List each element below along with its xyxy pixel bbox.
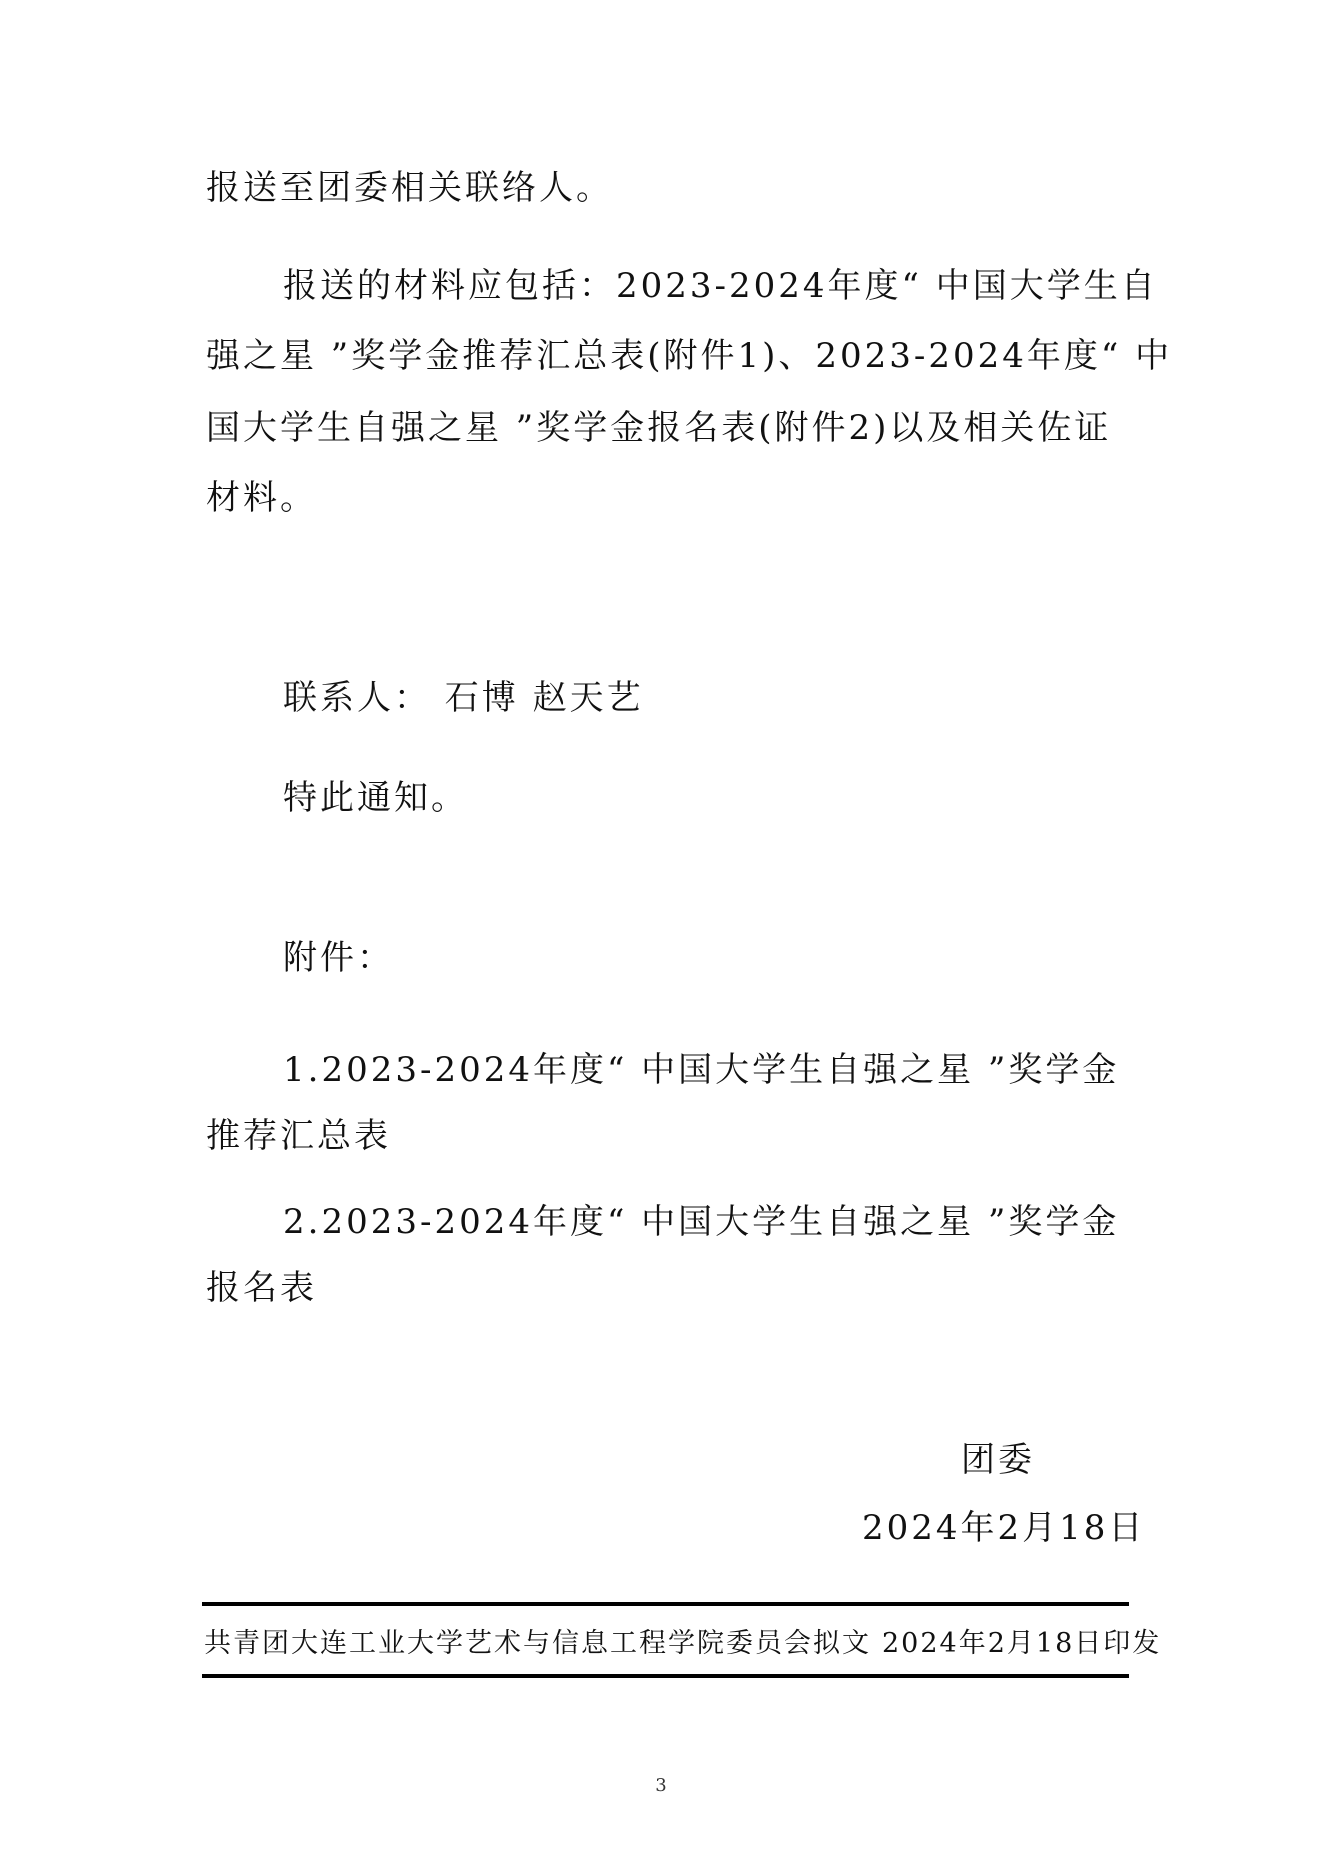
body-line: 报送至团委相关联络人。 — [206, 168, 613, 208]
notice-line: 特此通知。 — [283, 778, 468, 818]
footer-issuer: 共青团大连工业大学艺术与信息工程学院委员会拟文 — [204, 1628, 871, 1659]
footer-print-date: 2024年2月18日印发 — [882, 1628, 1162, 1659]
attachment-item: 1.2023-2024年度“ 中国大学生自强之星 ”奖学金 — [283, 1050, 1120, 1090]
body-line: 报送的材料应包括：2023-2024年度“ 中国大学生自 — [283, 266, 1158, 306]
page-number: 3 — [655, 1775, 667, 1796]
body-line: 强之星 ”奖学金推荐汇总表(附件1)、2023-2024年度“ 中 — [206, 336, 1173, 376]
attachment-item: 推荐汇总表 — [206, 1116, 391, 1156]
attachment-item: 2.2023-2024年度“ 中国大学生自强之星 ”奖学金 — [283, 1202, 1120, 1242]
attachment-item: 报名表 — [206, 1268, 317, 1308]
footer-bottom-rule — [202, 1674, 1129, 1678]
attachments-label: 附件： — [283, 938, 394, 978]
contact-line: 联系人： 石博 赵天艺 — [283, 678, 644, 718]
signature-org: 团委 — [961, 1440, 1035, 1480]
body-line: 国大学生自强之星 ”奖学金报名表(附件2)以及相关佐证 — [206, 408, 1112, 448]
body-line: 材料。 — [206, 478, 317, 518]
signature-date: 2024年2月18日 — [862, 1508, 1146, 1548]
footer-top-rule — [202, 1602, 1129, 1606]
